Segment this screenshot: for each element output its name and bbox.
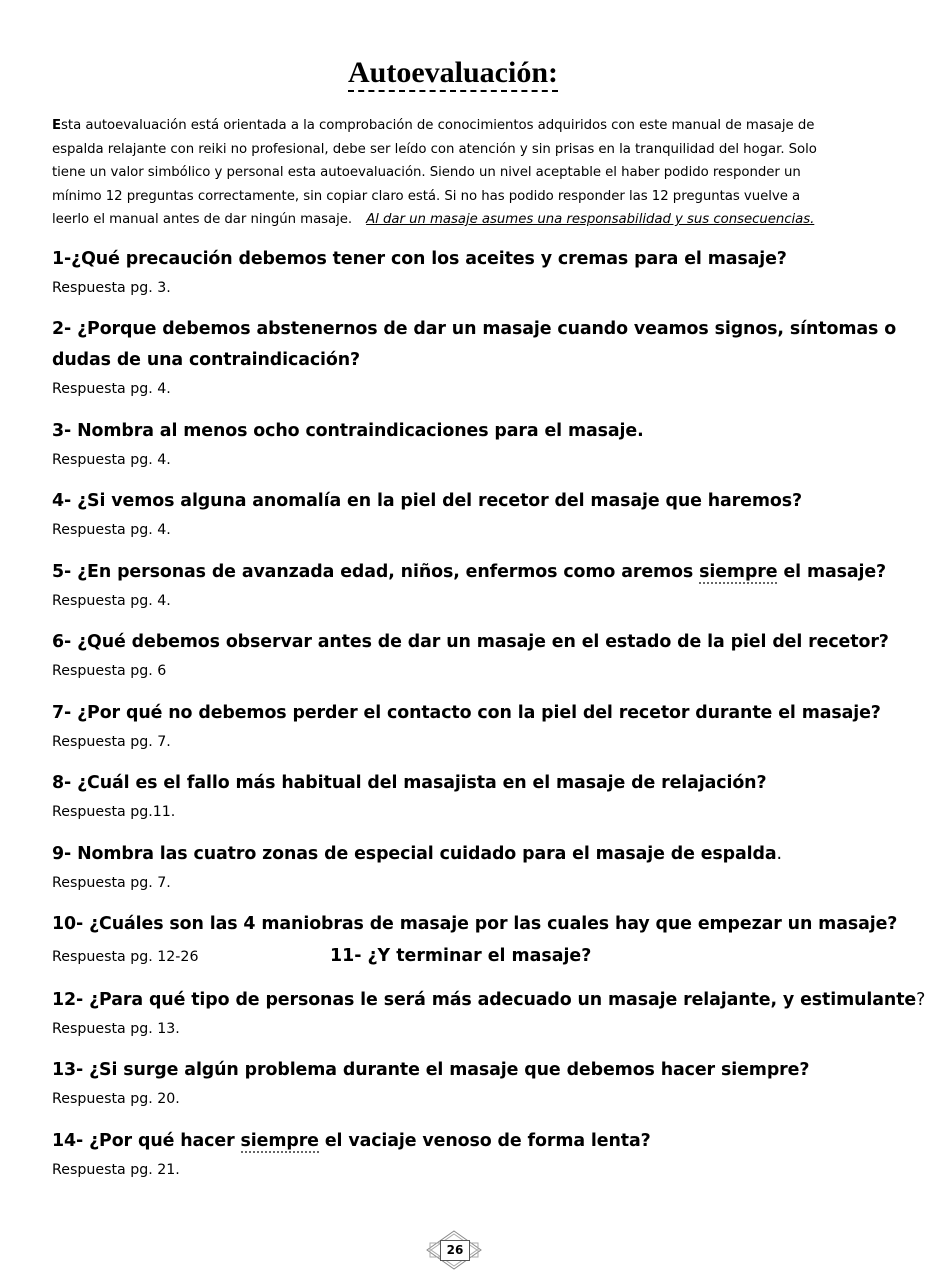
- answer-9: Respuesta pg. 7.: [52, 875, 171, 891]
- question-5-marked-word: siempre: [699, 562, 778, 582]
- intro-line-2: espalda relajante con reiki no profesional, debe ser leído con atención y sin prisas en la tranquilidad del hogar. Solo: [52, 141, 817, 157]
- answer-3: Respuesta pg. 4.: [52, 452, 171, 468]
- question-2-line-1: 2- ¿Porque debemos abstenernos de dar un masaje cuando veamos signos, síntomas o: [52, 319, 897, 339]
- question-4: 4- ¿Si vemos alguna anomalía en la piel del recetor del masaje que haremos?: [52, 491, 802, 511]
- question-14-start: 14- ¿Por qué hacer: [52, 1131, 241, 1151]
- question-5-start: 5- ¿En personas de avanzada edad, niños, enfermos como aremos: [52, 562, 700, 582]
- answer-10: Respuesta pg. 12-26: [52, 949, 199, 965]
- question-10: 10- ¿Cuáles son las 4 maniobras de masaje por las cuales hay que empezar un masaje?: [52, 914, 898, 934]
- question-8: 8- ¿Cuál es el fallo más habitual del masajista en el masaje de relajación?: [52, 773, 767, 793]
- page-number-badge: [426, 1230, 482, 1270]
- question-13: 13- ¿Si surge algún problema durante el masaje que debemos hacer siempre?: [52, 1060, 810, 1080]
- question-9-text: 9- Nombra las cuatro zonas de especial cuidado para el masaje de espalda: [52, 844, 777, 864]
- intro-line-1: [52, 114, 842, 138]
- question-6: 6- ¿Qué debemos observar antes de dar un masaje en el estado de la piel del recetor?: [52, 632, 889, 652]
- intro-line-3: tiene un valor simbólico y personal esta autoevaluación. Siendo un nivel aceptable el haber podido responder un: [52, 165, 801, 180]
- answer-12: Respuesta pg. 13.: [52, 1021, 180, 1037]
- answer-6: Respuesta pg. 6: [52, 663, 167, 679]
- answer-13: Respuesta pg. 20.: [52, 1091, 180, 1107]
- question-14-end: el vaciaje venoso de forma lenta?: [318, 1131, 651, 1151]
- answer-1: Respuesta pg. 3.: [52, 280, 171, 296]
- question-1: 1-¿Qué precaución debemos tener con los aceites y cremas para el masaje?: [52, 249, 787, 269]
- question-9-period: .: [776, 844, 782, 864]
- question-12: [52, 985, 925, 1016]
- answer-4: Respuesta pg. 4.: [52, 522, 171, 538]
- intro-line-5-text: leerlo el manual antes de dar ningún masaje.: [52, 212, 353, 227]
- title-text: Autoevaluación:: [348, 56, 558, 92]
- answer-14: Respuesta pg. 21.: [52, 1162, 180, 1178]
- intro-line-1-text: sta autoevaluación está orientada a la comprobación de conocimientos adquiridos con este manual de masaje de: [61, 118, 815, 133]
- question-7: 7- ¿Por qué no debemos perder el contacto con la piel del recetor durante el masaje?: [52, 703, 881, 723]
- question-5-end: el masaje?: [777, 562, 887, 582]
- question-9: [52, 839, 852, 870]
- answer-2: Respuesta pg. 4.: [52, 381, 171, 397]
- question-12-mark: ?: [916, 990, 925, 1010]
- question-11: 11- ¿Y terminar el masaje?: [330, 946, 592, 966]
- answer-5: Respuesta pg. 4.: [52, 593, 171, 609]
- answer-7: Respuesta pg. 7.: [52, 734, 171, 750]
- question-2-line-2: dudas de una contraindicación?: [52, 350, 361, 370]
- intro-line-4: mínimo 12 preguntas correctamente, sin copiar claro está. Si no has podido responder las 12 preguntas vuelve a: [52, 188, 801, 204]
- question-5: [52, 557, 887, 588]
- question-14: [52, 1126, 852, 1157]
- intro-line-5: [52, 208, 842, 232]
- intro-first-letter: E: [52, 118, 62, 133]
- responsibility-note: Al dar un masaje asumes una responsabilidad y sus consecuencias.: [366, 212, 815, 227]
- question-12-text: 12- ¿Para qué tipo de personas le será más adecuado un masaje relajante, y estimulante: [52, 990, 917, 1010]
- question-3: 3- Nombra al menos ocho contraindicaciones para el masaje.: [52, 421, 644, 441]
- intro-paragraph: [52, 114, 842, 232]
- answer-8: Respuesta pg.11.: [52, 804, 176, 820]
- page-number: 26: [440, 1240, 470, 1261]
- page-title: [0, 54, 906, 92]
- question-14-marked-word: siempre: [240, 1131, 319, 1151]
